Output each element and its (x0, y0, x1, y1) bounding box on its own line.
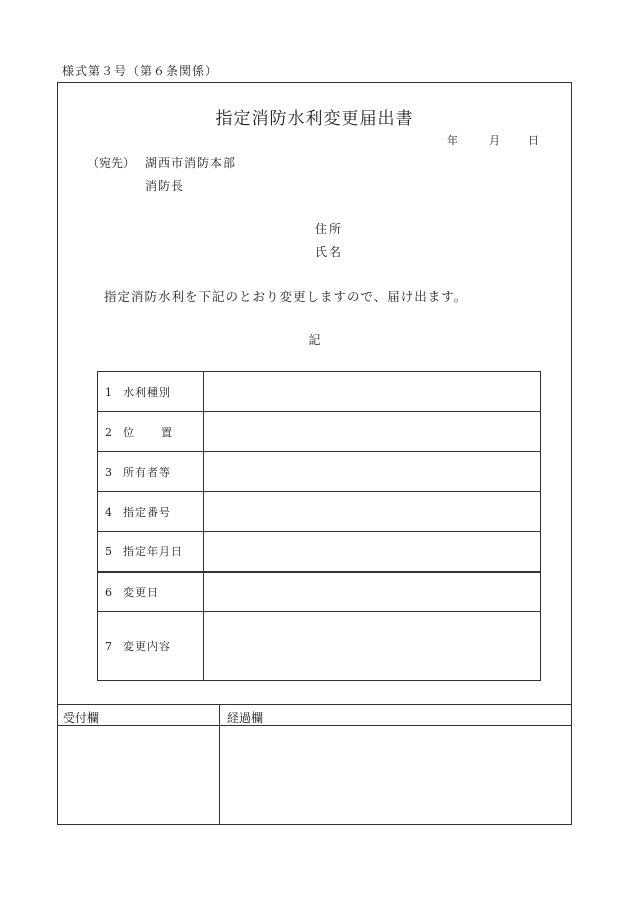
change-details-field[interactable] (204, 612, 541, 681)
owner-field[interactable] (204, 452, 541, 492)
form-number: 様式第３号（第６条関係） (62, 64, 219, 78)
date-month-label: 月 (489, 134, 500, 147)
row-label (98, 452, 204, 492)
addressee-organization: 湖西市消防本部 (145, 156, 237, 170)
office-column-divider (219, 704, 220, 825)
table-row (98, 532, 541, 572)
date-year-label: 年 (447, 134, 458, 147)
receipt-column-label: 受付欄 (63, 711, 100, 725)
row-label (98, 572, 204, 612)
row-label (98, 492, 204, 532)
name-label: 氏名 (315, 245, 344, 259)
row-number: 1 (105, 385, 113, 399)
row-number: 6 (105, 585, 113, 599)
row-label (98, 372, 204, 412)
details-table (97, 371, 541, 681)
row-label-text: 変更日 (123, 585, 159, 599)
designation-number-field[interactable] (204, 492, 541, 532)
addressee-title: 消防長 (145, 179, 185, 193)
row-number: 2 (105, 425, 113, 439)
row-label-text: 水利種別 (123, 385, 171, 399)
table-row (98, 572, 541, 612)
row-label (98, 532, 204, 572)
water-type-field[interactable] (204, 372, 541, 412)
row-number: 4 (105, 505, 113, 519)
location-field[interactable] (204, 412, 541, 452)
table-row (98, 612, 541, 681)
row-number: 3 (105, 465, 113, 479)
table-row (98, 372, 541, 412)
progress-field[interactable] (221, 726, 571, 824)
row-number: 7 (105, 640, 113, 653)
office-section-divider (57, 704, 572, 705)
row-label-text-a: 位 (123, 425, 135, 439)
designation-date-field[interactable] (204, 532, 541, 572)
table-row (98, 492, 541, 532)
row-label-text: 変更内容 (123, 640, 171, 653)
ki-label: 記 (308, 333, 321, 347)
progress-column-label: 経過欄 (227, 711, 264, 725)
statement-text: 指定消防水利を下記のとおり変更しますので、届け出ます。 (104, 289, 468, 304)
addressee-prefix: （宛先） (87, 156, 136, 170)
date-day-label: 日 (528, 134, 539, 147)
row-label-text: 指定番号 (123, 505, 171, 519)
row-number: 5 (105, 545, 113, 559)
row-label-text-b: 置 (161, 425, 173, 439)
table-row (98, 412, 541, 452)
row-label (98, 412, 204, 452)
table-row (98, 452, 541, 492)
address-label: 住所 (315, 222, 344, 236)
change-date-field[interactable] (204, 572, 541, 612)
receipt-field[interactable] (58, 726, 218, 824)
row-label-text: 所有者等 (123, 465, 171, 479)
row-label-text: 指定年月日 (123, 545, 183, 559)
row-label (98, 612, 204, 681)
form-title: 指定消防水利変更届出書 (215, 109, 414, 129)
